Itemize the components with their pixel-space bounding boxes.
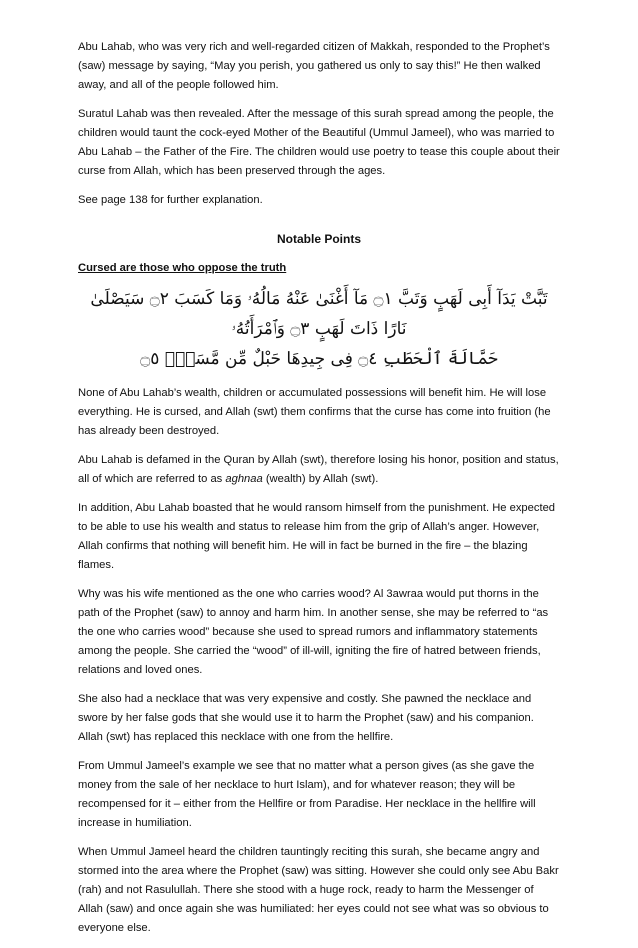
paragraph-necklace: She also had a necklace that was very expensive and costly. She pawned the necklace and swore by her false gods that she would use it to harm the Prophet (saw) and his companion. Allah (swt) has replaced this necklace with one from the hellfire. bbox=[78, 693, 534, 743]
paragraph-defamed-text-start: Abu Lahab is defamed in the Quran by Allah (swt), therefore losing his honor, position and status, all of which are referred to as bbox=[78, 454, 559, 485]
arabic-verses bbox=[78, 284, 560, 374]
paragraph-recompense: From Ummul Jameel’s example we see that no matter what a person gives (as she gave the money from the sale of her necklace to hurt Islam), and for whatever reason; they will be recompensed for it – either from the Hellfire or from Paradise. Her necklace in the hellfire will increase in humiliation. bbox=[78, 760, 536, 829]
paragraph-defamed bbox=[78, 451, 560, 489]
paragraph-wealth-no-benefit: None of Abu Lahab’s wealth, children or accumulated possessions will benefit him. He will lose everything. He is cursed, and Allah (swt) them confirms that the curse has come into fruition (he has already been destroyed. bbox=[78, 387, 551, 437]
paragraph-abu-lahab-response: Abu Lahab, who was very rich and well-regarded citizen of Makkah, responded to the Prophet’s (saw) message by saying, “May you perish, you gathered us only to say this!” He then walked away, and all of the people followed him. bbox=[78, 41, 550, 91]
paragraph-defamed-text-end: (wealth) by Allah (swt). bbox=[262, 473, 379, 485]
paragraph-carries-wood: Why was his wife mentioned as the one who carries wood? Al 3awraa would put thorns in the path of the Prophet (saw) to annoy and harm him. In another sense, she may be referred to “as the one who carries wood” because she used to spread rumors and inflammatory statements among the people. She carried the “wood” of ill-will, igniting the fire of hatred between friends, relations and loved ones. bbox=[78, 588, 549, 676]
paragraph-ummul-jameel: When Ummul Jameel heard the children tauntingly reciting this surah, she became angry and stormed into the area where the Prophet (saw) was sitting. However she could only see Abu Bakr (rah) and not Rasulullah. There she stood with a huge rock, ready to harm the Messenger of Allah (saw) and once again she was humiliated: her eyes could not see what was so obvious to everyone else. bbox=[78, 846, 559, 934]
arabic-verse-line-2: حَمَّالَةَ ٱلْحَطَبِ ۝٤ فِى جِيدِهَا حَبْلٌ مِّن مَّسَدٍۭ ۝٥ bbox=[140, 349, 498, 369]
paragraph-ransom: In addition, Abu Lahab boasted that he would ransom himself from the punishment. He expected to be able to use his wealth and status to release him from the grip of Allah’s anger. However, Allah confirms that nothing will benefit him. He will in fact be burned in the fire – the blazing flames. bbox=[78, 502, 556, 571]
arabic-verse-line-1: تَبَّتْ يَدَآ أَبِى لَهَبٍ وَتَبَّ ۝١ مَآ أَغْنَىٰ عَنْهُ مَالُهُۥ وَمَا كَسَبَ ۝٢ سَيَصْلَىٰ نَارًا ذَاتَ لَهَبٍ ۝٣ وَٱمْرَأَتُهُۥ bbox=[90, 289, 548, 339]
paragraph-surah-revealed: Suratul Lahab was then revealed. After the message of this surah spread among the people, the children would taunt the cock-eyed Mother of the Beautiful (Ummul Jameel), who was married to Abu Lahab – the Father of the Fire. The children would use poetry to tease this couple about their curse from Allah, which has been preserved through the ages. bbox=[78, 108, 560, 177]
italic-term-aghnaa: aghnaa bbox=[225, 473, 263, 485]
section-heading: Notable Points bbox=[276, 232, 361, 246]
paragraph-see-page: See page 138 for further explanation. bbox=[78, 194, 263, 206]
section-subheading: Cursed are those who oppose the truth bbox=[78, 262, 287, 274]
document-page bbox=[78, 38, 560, 948]
